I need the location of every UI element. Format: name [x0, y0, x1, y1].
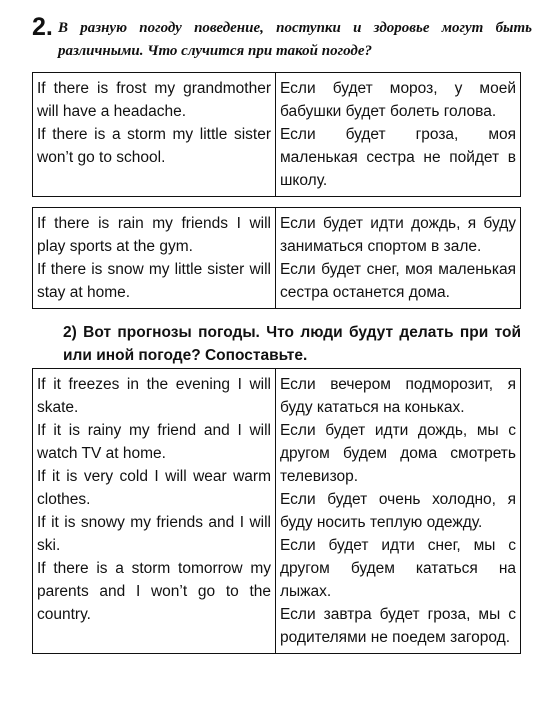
table-row — [33, 369, 521, 654]
english-cell — [33, 369, 276, 654]
russian-sentence: Если будет мороз, у моей бабушки будет болеть голова. — [280, 80, 516, 120]
english-cell — [33, 208, 276, 309]
translation-table-2 — [32, 207, 521, 309]
task-number: 2. — [32, 13, 53, 41]
translation-table-3 — [32, 368, 521, 654]
russian-sentence: Если будет идти снег, мы с другом будем кататься на лыжах. — [280, 537, 516, 600]
english-sentence: If it freezes in the evening I will skate. — [37, 376, 271, 416]
english-sentence: If there is snow my little sister will stay at home. — [37, 261, 271, 301]
english-sentence: If it is rainy my friend and I will watch TV at home. — [37, 422, 271, 462]
english-sentence: If there is a storm my little sister won’t go to school. — [37, 126, 271, 166]
russian-sentence: Если будет снег, моя маленькая сестра останется дома. — [280, 261, 516, 301]
english-sentence: If there is a storm tomorrow my parents and I won’t go to the country. — [37, 560, 271, 623]
english-sentence: If there is rain my friends I will play sports at the gym. — [37, 215, 271, 255]
russian-sentence: Если будет гроза, моя маленькая сестра не пойдет в школу. — [280, 126, 516, 189]
russian-sentence: Если завтра будет гроза, мы с родителями не поедем загород. — [280, 606, 516, 646]
russian-sentence: Если будет очень холодно, я буду носить теплую одежду. — [280, 491, 516, 531]
table-row — [33, 208, 521, 309]
translation-table-1 — [32, 72, 521, 197]
russian-cell — [276, 369, 521, 654]
russian-cell — [276, 73, 521, 197]
table-row — [33, 73, 521, 197]
russian-cell — [276, 208, 521, 309]
english-sentence: If there is frost my grandmother will have a headache. — [37, 80, 271, 120]
task-instruction: В разную погоду поведение, поступки и здоровье могут быть различными. Что случится при такой погоде? — [58, 20, 532, 59]
english-sentence: If it is very cold I will wear warm clothes. — [37, 468, 271, 508]
english-sentence: If it is snowy my friends and I will ski. — [37, 514, 271, 554]
subtask-heading: 2) Вот прогнозы погоды. Что люди будут делать при той или иной погоде? Сопоставьте. — [63, 324, 521, 364]
russian-sentence: Если будет идти дождь, мы с другом будем дома смотреть телевизор. — [280, 422, 516, 485]
russian-sentence: Если будет идти дождь, я буду заниматься спортом в зале. — [280, 215, 516, 255]
english-cell — [33, 73, 276, 197]
russian-sentence: Если вечером подморозит, я буду кататься на коньках. — [280, 376, 516, 416]
